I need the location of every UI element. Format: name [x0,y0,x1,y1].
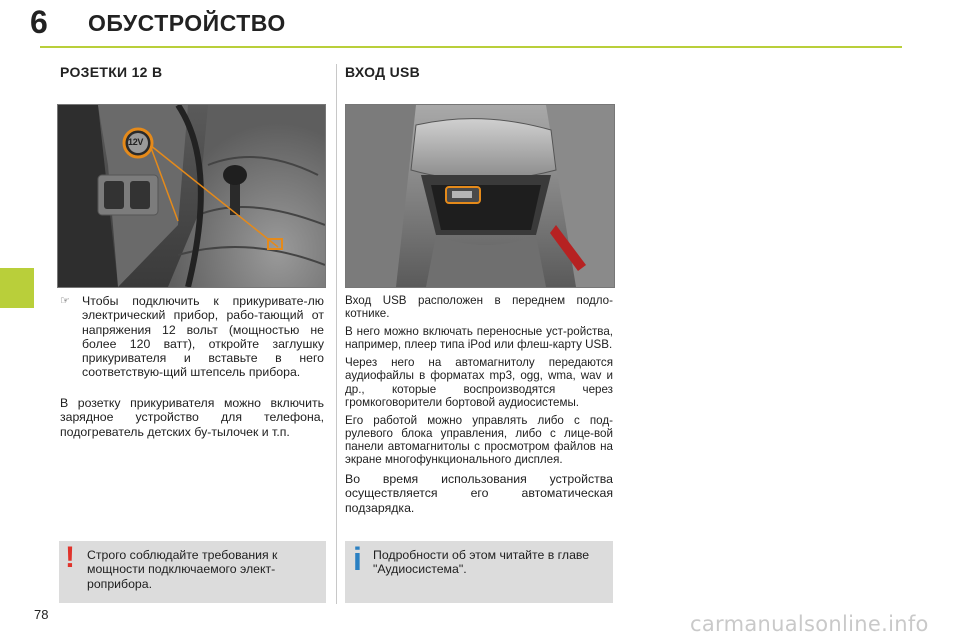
usb-paragraph-location: Вход USB расположен в переднем подло-котнике. [345,294,613,321]
header-rule [40,46,902,48]
section-title-usb: ВХОД USB [345,64,421,80]
usb-paragraph-audio: Через него на автомагнитолу передаются аудиофайлы в форматах mp3, ogg, wma, wav и др., которые воспроизводятся через громкоговорители бортовой аудиосистемы. [345,356,613,409]
usb-paragraph-charging: Во время использования устройства осуществляется его автоматическая подзарядка. [345,472,613,515]
usb-paragraph-devices: В него можно включать переносные уст-ройства, например, плеер типа iPod или флеш-карту USB. [345,325,613,352]
section-title-12v: РОЗЕТКИ 12 В [60,64,163,80]
chapter-side-tab [0,268,34,308]
column-divider [336,64,337,604]
bullet-text: Чтобы подключить к прикуривате-лю электрический прибор, рабо-тающий от напряжения 12 вольт (мощностью не более 120 ватт), откройте заглушку прикуривателя и вставьте в него соответствую-щий штепсель прибора. [82,294,324,380]
chapter-title: ОБУСТРОЙСТВО [88,10,286,36]
photo-12v-socket [57,104,326,288]
chapter-number: 6 [30,4,48,40]
usb-paragraph-control: Его работой можно управлять либо с под-рулевого блока управления, либо с лице-вой панели автомагнитолы с просмотром файлов на экране многофункционального дисплея. [345,413,613,467]
watermark-url: carmanualsonline.info [690,612,929,636]
right-paragraphs [345,294,613,515]
armrest-illustration [346,105,614,287]
left-paragraph: В розетку прикуривателя можно включить зарядное устройство для телефона, подогреватель детских бу-тылочек и т.п. [60,396,324,439]
socket-illustration [58,105,325,287]
bullet-item [60,294,324,380]
info-note [345,541,613,603]
photo-usb-armrest [345,104,615,288]
socket-label: 12V [128,137,144,147]
page-number: 78 [34,607,49,622]
info-text: Подробности об этом читайте в главе "Аудиосистема". [373,548,590,577]
pointer-icon: ☞ [60,295,70,307]
warning-note [59,541,326,603]
warning-icon: ! [65,541,75,574]
warning-text: Строго соблюдайте требования к мощности подключаемого элект-роприбора. [87,548,278,591]
info-icon: i [353,541,362,577]
